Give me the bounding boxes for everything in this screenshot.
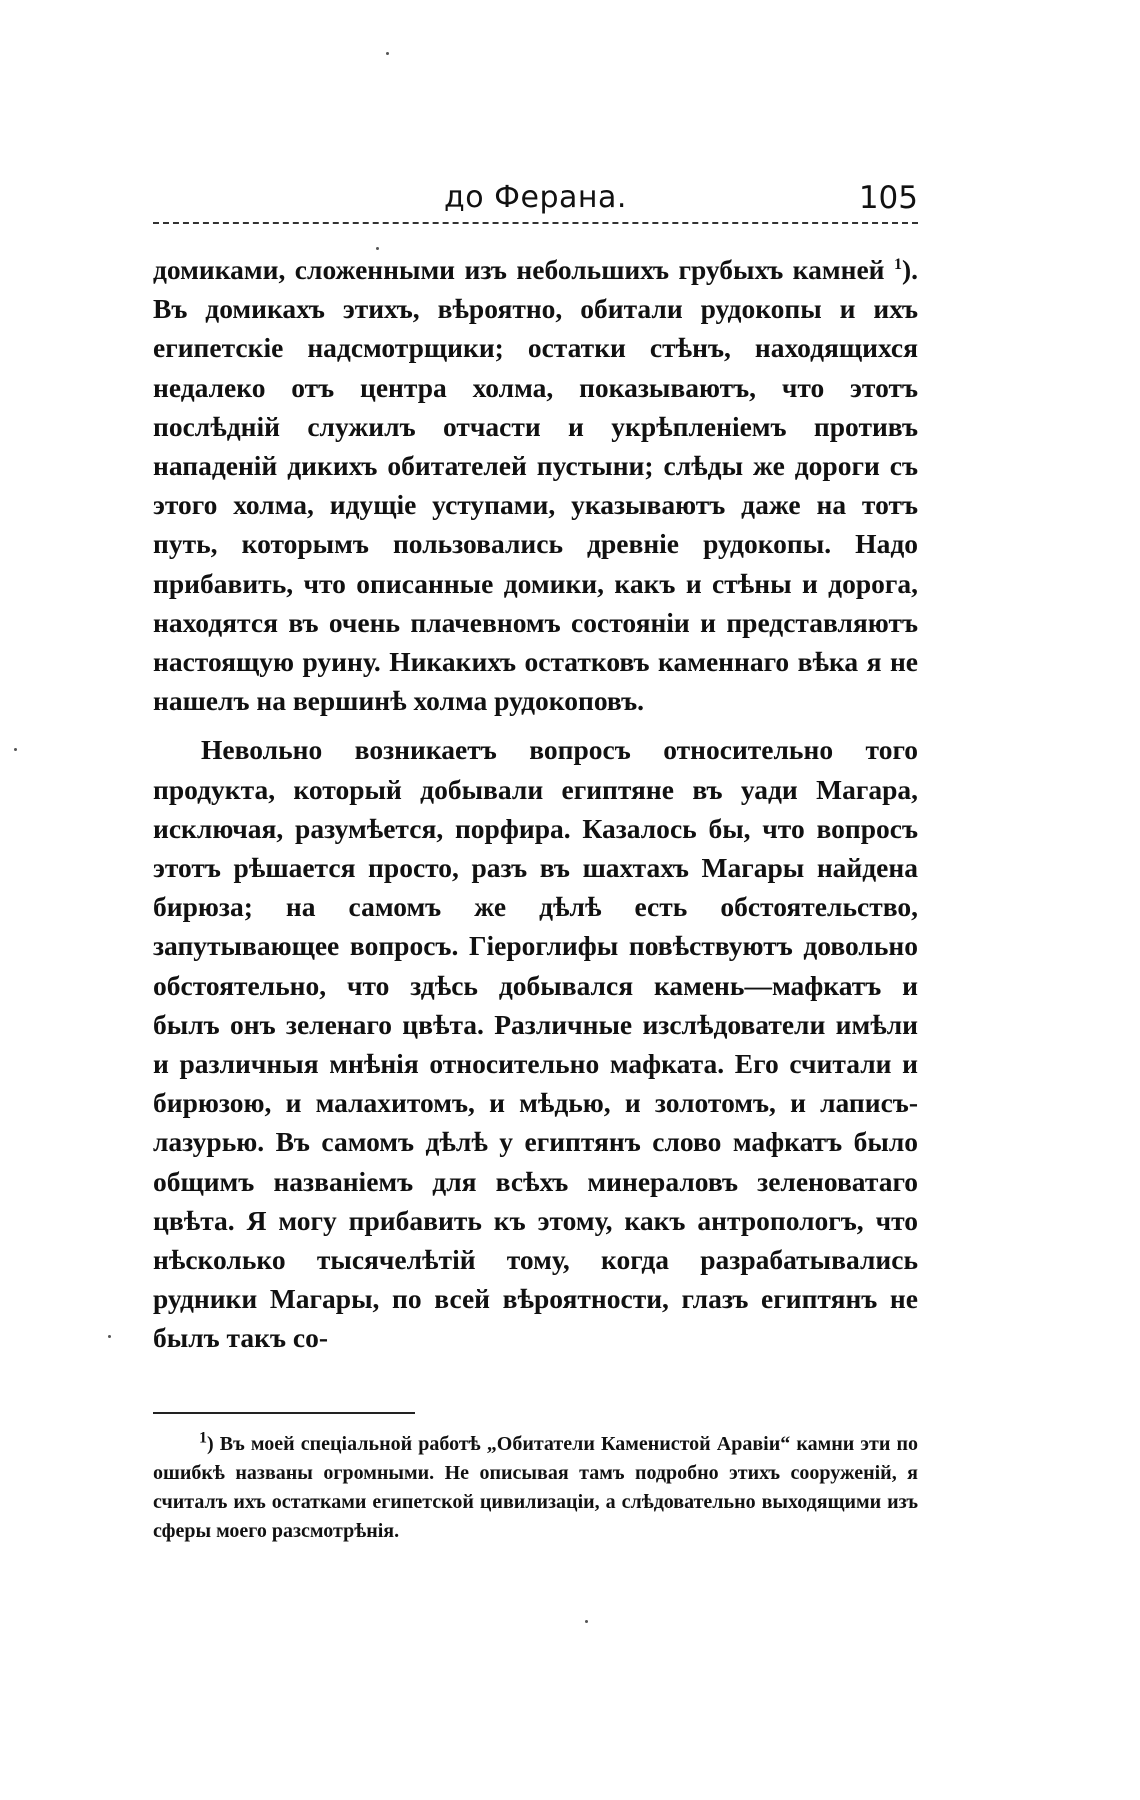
scan-speck	[376, 247, 379, 250]
paragraph-1	[153, 250, 918, 720]
footnote-marker: 1	[199, 1429, 207, 1447]
page-header	[153, 168, 918, 224]
footnote-reference: 1	[893, 255, 902, 273]
scan-speck	[14, 748, 17, 751]
paragraph-1-rest: ). Въ домикахъ этихъ, вѣроятно, обитали рудокопы и ихъ египетскіе надсмотрщики; остатки стѣнъ, находящихся недалеко отъ центра холма, показываютъ, что этотъ послѣдній служилъ отчасти и укрѣпленіемъ противъ нападеній дикихъ обитателей пустыни; слѣды же дороги съ этого холма, идущіе уступами, указываютъ даже на тотъ путь, которымъ пользовались древніе рудокопы. Надо прибавить, что описанные домики, какъ и стѣны и дорога, находятся въ очень плачевномъ состояніи и представляютъ настоящую руину. Никакихъ остатковъ каменнаго вѣка я не нашелъ на вершинѣ холма рудокоповъ.	[153, 254, 919, 717]
scan-speck	[585, 1620, 588, 1623]
page-number: 105	[858, 180, 918, 216]
footnote	[153, 1430, 918, 1546]
running-title: до Ферана.	[444, 180, 627, 215]
scan-speck	[386, 52, 389, 55]
footnote-text: ) Въ моей спеціальной работѣ „Обитатели Каменистой Аравіи“ камни эти по ошибкѣ названы огромными. Не описывая тамъ подробно этихъ сооруженій, я считалъ ихъ остатками египетской цивилизаціи, а слѣдовательно выходящими изъ сферы моего разсмотрѣнія.	[153, 1433, 918, 1542]
paragraph-1-start: домиками, сложенными изъ небольшихъ грубыхъ камней	[153, 254, 885, 285]
scan-speck	[108, 1335, 111, 1338]
footnote-rule	[153, 1412, 415, 1414]
header-rule	[153, 222, 918, 224]
paragraph-2: Невольно возникаетъ вопросъ относительно того продукта, который добывали египтяне въ уади Магара, исключая, разумѣется, порфира. Казалось бы, что вопросъ этотъ рѣшается просто, разъ въ шахтахъ Магары найдена бирюза; на самомъ же дѣлѣ есть обстоятельство, запутывающее вопросъ. Гіероглифы повѣствуютъ довольно обстоятельно, что здѣсь добывался камень—мафкатъ и былъ онъ зеленаго цвѣта. Различные изслѣдователи имѣли и различныя мнѣнія относительно мафката. Его считали и бирюзою, и малахитомъ, и мѣдью, и золотомъ, и лаписъ-лазурью. Въ самомъ дѣлѣ у египтянъ слово мафкатъ было общимъ названіемъ для всѣхъ минераловъ зеленоватаго цвѣта. Я могу прибавить къ этому, какъ антропологъ, что нѣсколько тысячелѣтій тому, когда разрабатывались рудники Магары, по всей вѣроятности, глазъ египтянъ не былъ такъ со-	[153, 734, 918, 1354]
body-text	[153, 250, 918, 1358]
